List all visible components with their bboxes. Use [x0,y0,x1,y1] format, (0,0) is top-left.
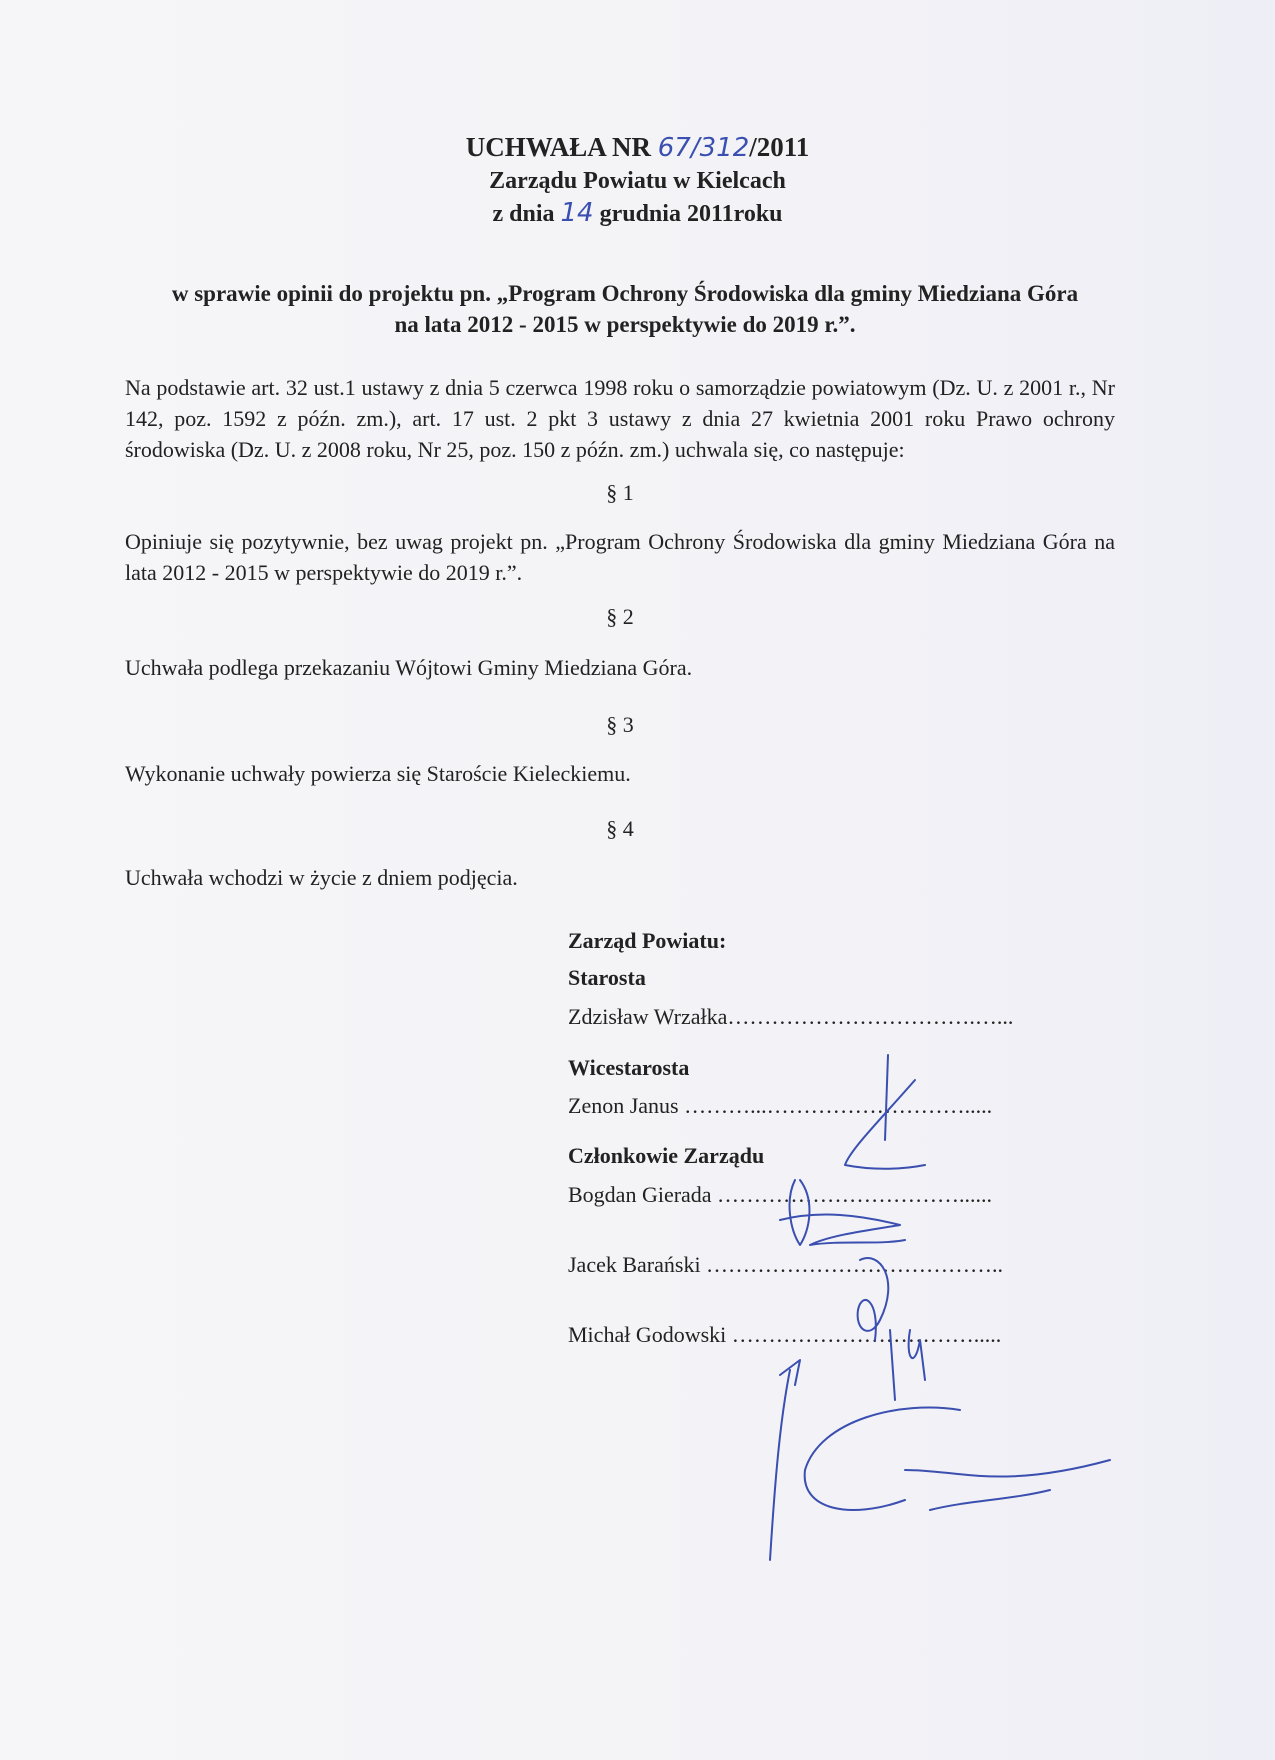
section-text-2: Uchwała podlega przekazaniu Wójtowi Gminy Miedziana Góra. [125,655,693,680]
section-text-3: Wykonanie uchwały powierza się Staroście Kieleckiemu. [125,761,631,786]
handwritten-day: 14 [560,198,594,228]
resolution-header [0,130,1275,230]
resolution-subject [125,278,1125,340]
section-mark-3: § 3 [606,712,634,737]
wicestarosta-role [568,1055,1048,1081]
date-line [0,197,1275,230]
subject-line-2: na lata 2012 - 2015 w perspektywie do 2019 r.”. [394,312,856,337]
starosta-role [568,965,1048,991]
preamble: Na podstawie art. 32 ust.1 ustawy z dnia 5 czerwca 1998 roku o samorządzie powiatowym (Dz. U. z 2001 r., Nr 142, poz. 1592 z późn. zm.), art. 17 ust. 2 pkt 3 ustawy z dnia 27 kwietnia 2001 roku Prawo ochrony środowiska (Dz. U. z 2008 roku, Nr 25, poz. 150 z późn. zm.) uchwala się, co następuje: [125,375,1115,462]
wicestarosta-signature-line: Zenon Janus ………...………………………..... [568,1093,993,1118]
member-3-signature-line: Michał Godowski ……………………………..... [568,1322,1002,1347]
date-prefix: z dnia [492,201,561,227]
title-suffix: /2011 [749,132,810,162]
signature-member-2 [770,1360,800,1560]
section-mark-4: § 4 [606,816,634,841]
section-mark-1: § 1 [606,480,634,505]
member-2-signature-line: Jacek Barański ………………………………….. [568,1252,1004,1277]
issuer-line: Zarządu Powiatu w Kielcach [489,168,786,194]
resolution-title [0,130,1275,165]
wicestarosta-role-text: Wicestarosta [568,1055,690,1080]
signature-member-3 [805,1408,1110,1511]
members-role-text: Członkowie Zarządu [568,1143,765,1168]
date-suffix: grudnia 2011roku [593,201,783,227]
section-text-4: Uchwała wchodzi w życie z dniem podjęcia. [125,865,518,890]
starosta-signature-line: Zdzisław Wrzałka…………………………….…... [568,1004,1014,1029]
board-heading-text: Zarząd Powiatu: [568,928,727,953]
board-heading [568,928,1048,954]
title-prefix: UCHWAŁA NR [465,132,658,162]
handwritten-number: 67/312 [657,133,750,163]
section-text-1: Opiniuje się pozytywnie, bez uwag projekt pn. „Program Ochrony Środowiska dla gminy Miedziana Góra na lata 2012 - 2015 w perspektywie do 2019 r.”. [125,529,1115,585]
section-mark-2: § 2 [606,604,634,629]
starosta-role-text: Starosta [568,965,646,990]
member-1-signature-line: Bogdan Gierada ……………………………...... [568,1182,993,1207]
members-role [568,1143,1048,1169]
subject-line-1: w sprawie opinii do projektu pn. „Program Ochrony Środowiska dla gminy Miedziana Góra [171,281,1079,306]
